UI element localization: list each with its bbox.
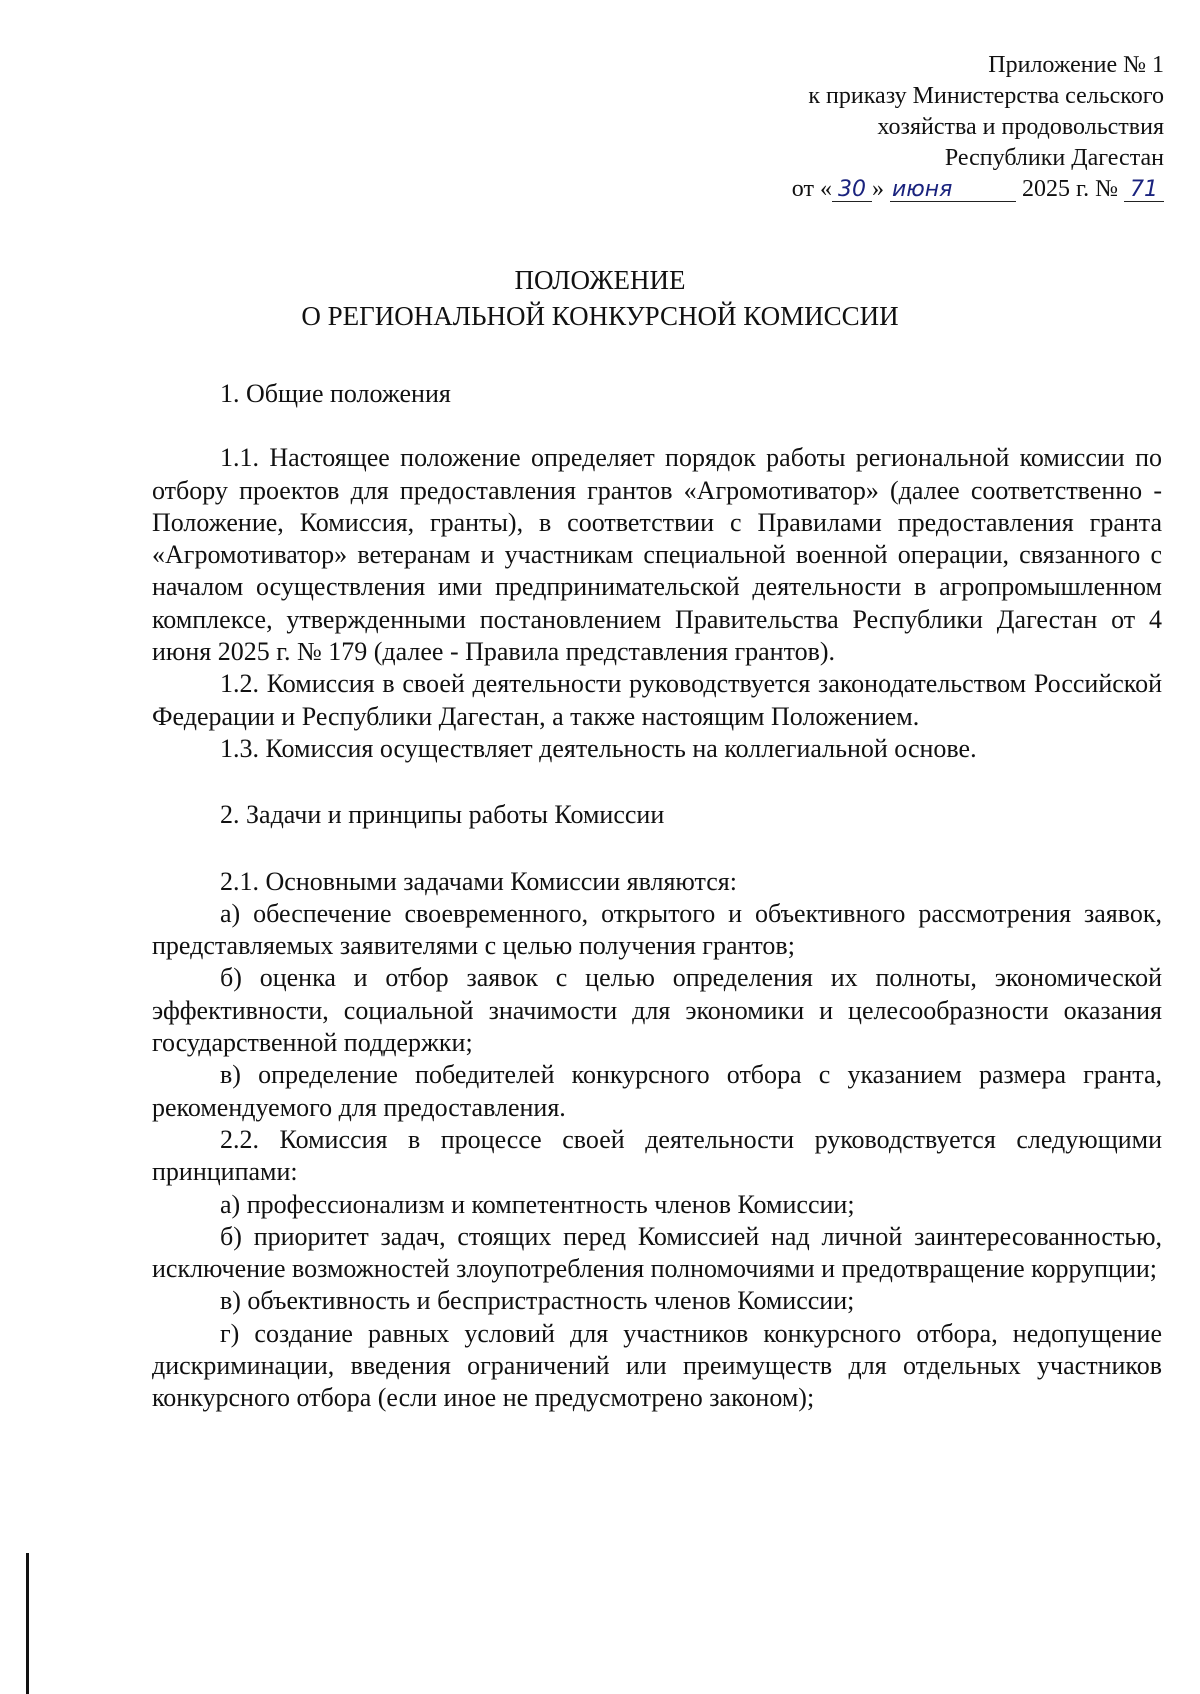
paragraph-2-2-a: а) профессионализм и компетентность членов Комиссии; xyxy=(220,1189,855,1219)
paragraph-1-1: 1.1. Настоящее положение определяет порядок работы региональной комиссии по отбору проектов для предоставления грантов «Агромотиватор» (далее соответственно - Положение, Комиссия, гранты), в соответствии с Правилами предоставления гранта «Агромотиватор» ветеранам и участникам специальной военной операции, связанного с началом осуществления ими предпринимательской деятельности в агропромышленном комплексе, утвержденными постановлением Правительства Республики Дагестан от 4 июня 2025 г. № 179 (далее - Правила представления грантов). xyxy=(152,443,1162,667)
section-2-heading: 2. Задачи и принципы работы Комиссии xyxy=(220,800,665,830)
date-mid: » xyxy=(871,176,884,202)
appendix-line-4: Республики Дагестан xyxy=(944,145,1164,171)
handwritten-number: 71 xyxy=(1124,179,1164,202)
paragraph-2-2-b: б) приоритет задач, стоящих перед Комиссией над личной заинтересованностью, исключение возможностей злоупотребления полномочиями и предотвращение коррупции; xyxy=(152,1221,1162,1284)
appendix-block xyxy=(644,50,1164,205)
date-year: 2025 г. № xyxy=(1021,176,1118,202)
section-1-heading: 1. Общие положения xyxy=(220,379,451,408)
paragraph-2-2-v: в) объективность и беспристрастность членов Комиссии; xyxy=(220,1286,855,1316)
paragraph-2-2-g: г) создание равных условий для участников конкурсного отбора, недопущение дискриминации, введения ограничений или преимуществ для отдельных участников конкурсного отбора (если иное не предусмотрено законом); xyxy=(152,1318,1162,1413)
paragraph-2-2: 2.2. Комиссия в процессе своей деятельности руководствуется следующими принципами: xyxy=(152,1124,1162,1187)
paragraph-2-1-v: в) определение победителей конкурсного отбора с указанием размера гранта, рекомендуемого для предоставления. xyxy=(152,1060,1162,1122)
paragraph-1-3: 1.3. Комиссия осуществляет деятельность на коллегиальной основе. xyxy=(220,733,977,763)
appendix-line-1: Приложение № 1 xyxy=(988,52,1164,78)
handwritten-month: июня xyxy=(890,179,1016,202)
paragraph-2-1-b: б) оценка и отбор заявок с целью определения их полноты, экономической эффективности, социальной значимости для экономики и целесообразности оказания государственной поддержки; xyxy=(152,963,1162,1058)
document-title xyxy=(0,262,1200,334)
title-line-2: О РЕГИОНАЛЬНОЙ КОНКУРСНОЙ КОМИССИИ xyxy=(301,301,899,331)
title-line-1: ПОЛОЖЕНИЕ xyxy=(514,265,686,295)
appendix-line-2: к приказу Министерства сельского xyxy=(808,83,1164,109)
paragraph-1-2: 1.2. Комиссия в своей деятельности руководствуется законодательством Российской Федерации и Республики Дагестан, а также настоящим Положением. xyxy=(152,669,1162,731)
appendix-line-3: хозяйства и продовольствия xyxy=(877,114,1164,140)
paragraph-2-1-a: а) обеспечение своевременного, открытого и объективного рассмотрения заявок, представляемых заявителями с целью получения грантов; xyxy=(152,898,1162,961)
handwritten-day: 30 xyxy=(832,179,872,202)
appendix-date-line xyxy=(644,174,1164,205)
scan-margin-line xyxy=(26,1553,29,1694)
paragraph-2-1: 2.1. Основными задачами Комиссии являются: xyxy=(220,866,737,896)
document-body xyxy=(152,378,1162,1415)
date-prefix: от « xyxy=(791,176,832,202)
